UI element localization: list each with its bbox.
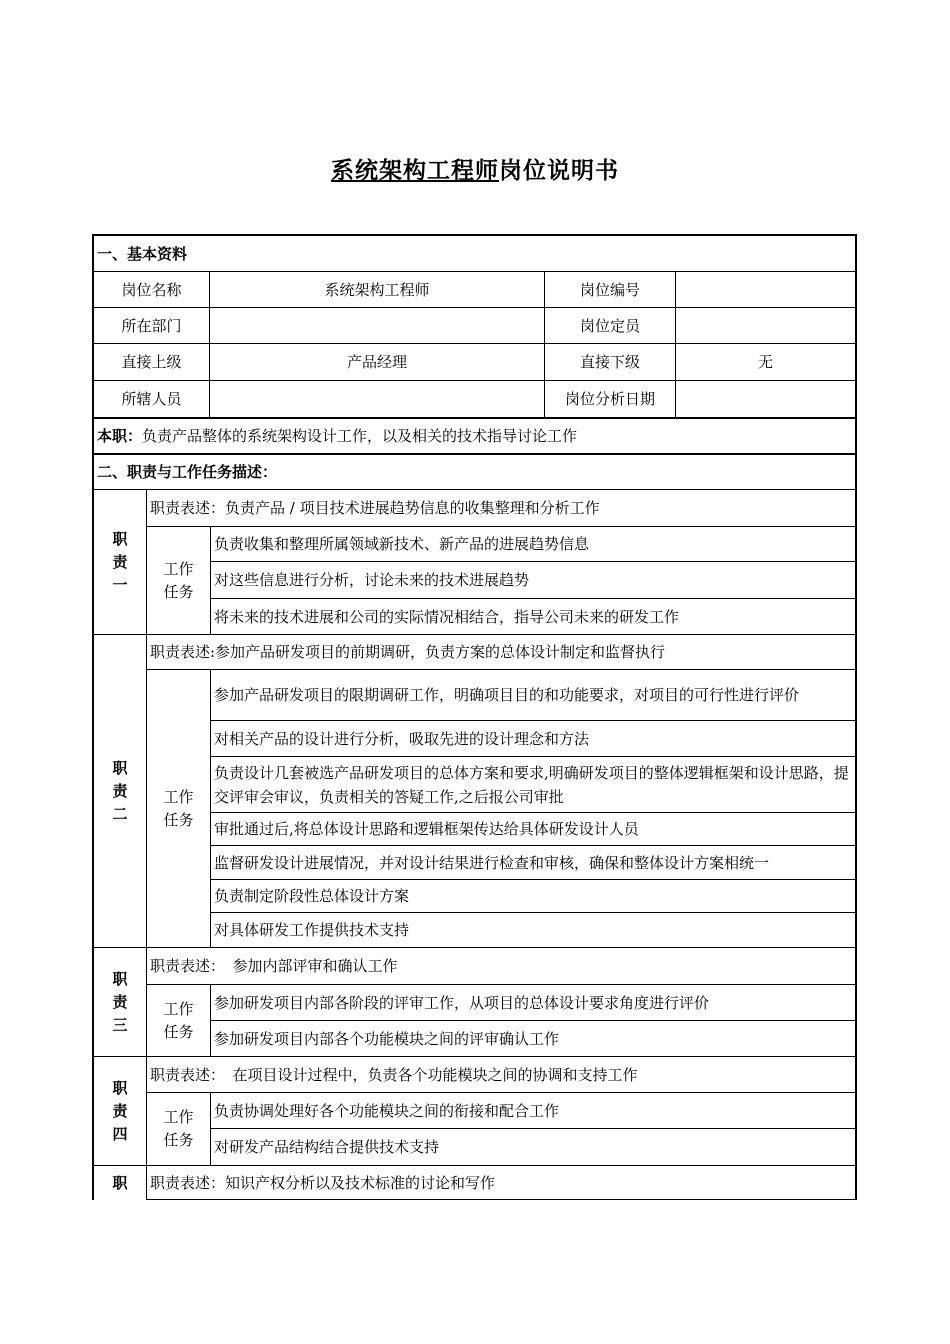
duty-4-task-2: 对研发产品结构结合提供技术支持 [211,1129,855,1166]
value-headcount [676,308,855,344]
duty-3-task-2: 参加研发项目内部各个功能模块之间的评审确认工作 [211,1021,855,1057]
duty-5-label: 职 [94,1166,147,1200]
label-staff-managed: 所辖人员 [94,381,210,419]
core-responsibility-row [94,419,855,455]
duty-4-task-1: 负责协调处理好各个功能模块之间的衔接和配合工作 [211,1093,855,1129]
duty-1-task-2: 对这些信息进行分析，讨论未来的技术进展趋势 [211,562,855,599]
duty-5-description: 职责表述：知识产权分析以及技术标准的讨论和写作 [147,1166,855,1200]
duty-2-task-1: 参加产品研发项目的限期调研工作，明确项目目的和功能要求，对项目的可行性进行评价 [211,670,855,721]
duty-1-label: 职 责 一 [94,490,147,635]
duty-4-tasks-label: 工作 任务 [147,1093,211,1166]
core-responsibility-text: 负责产品整体的系统架构设计工作，以及相关的技术指导讨论工作 [142,427,578,445]
duty-3-label: 职 责 三 [94,948,147,1057]
label-analysis-date: 岗位分析日期 [545,381,676,419]
value-department [210,308,545,344]
duty-2-task-5: 监督研发设计进展情况，并对设计结果进行检查和审核，确保和整体设计方案相统一 [211,846,855,880]
duty-2-task-6: 负责制定阶段性总体设计方案 [211,880,855,913]
value-position-number [676,272,855,308]
duty-2-task-3: 负责设计几套被选产品研发项目的总体方案和要求,明确研发项目的整体逻辑框架和设计思路，提交评审会审议，负责相关的答疑工作,之后报公司审批 [211,757,855,813]
duty-4-label: 职 责 四 [94,1057,147,1166]
label-direct-superior: 直接上级 [94,344,210,381]
duty-4-description: 职责表述： 在项目设计过程中，负责各个功能模块之间的协调和支持工作 [147,1057,855,1093]
value-analysis-date [676,381,855,419]
duty-2-task-7: 对具体研发工作提供技术支持 [211,913,855,948]
label-position-number: 岗位编号 [545,272,676,308]
section-basic-info-heading: 一、基本资料 [94,236,855,272]
document-title: 系统架构工程师岗位说明书 [331,157,619,184]
duty-2-task-2: 对相关产品的设计进行分析，吸取先进的设计理念和方法 [211,721,855,757]
value-staff-managed [210,381,545,419]
duty-2-description: 职责表述:参加产品研发项目的前期调研，负责方案的总体设计制定和监督执行 [147,635,855,670]
duty-2-label: 职 责 二 [94,635,147,948]
job-description-table [92,234,857,1200]
value-position-name: 系统架构工程师 [210,272,545,308]
duty-1-description: 职责表述：负责产品 / 项目技术进展趋势信息的收集整理和分析工作 [147,490,855,527]
section-duties-heading: 二、职责与工作任务描述： [94,455,855,490]
core-responsibility-label: 本职： [97,427,143,445]
duty-2-tasks-label: 工作 任务 [147,670,211,948]
label-position-name: 岗位名称 [94,272,210,308]
label-headcount: 岗位定员 [545,308,676,344]
duty-3-tasks-label: 工作 任务 [147,985,211,1057]
duty-2-task-4: 审批通过后,将总体设计思路和逻辑框架传达给具体研发设计人员 [211,813,855,846]
duty-3-task-1: 参加研发项目内部各阶段的评审工作，从项目的总体设计要求角度进行评价 [211,985,855,1021]
duty-1-task-3: 将未来的技术进展和公司的实际情况相结合，指导公司未来的研发工作 [211,599,855,635]
value-direct-subordinate: 无 [676,344,855,381]
duty-1-task-1: 负责收集和整理所属领域新技术、新产品的进展趋势信息 [211,527,855,562]
label-direct-subordinate: 直接下级 [545,344,676,381]
duty-3-description: 职责表述： 参加内部评审和确认工作 [147,948,855,985]
value-direct-superior: 产品经理 [210,344,545,381]
label-department: 所在部门 [94,308,210,344]
duty-1-tasks-label: 工作 任务 [147,527,211,635]
